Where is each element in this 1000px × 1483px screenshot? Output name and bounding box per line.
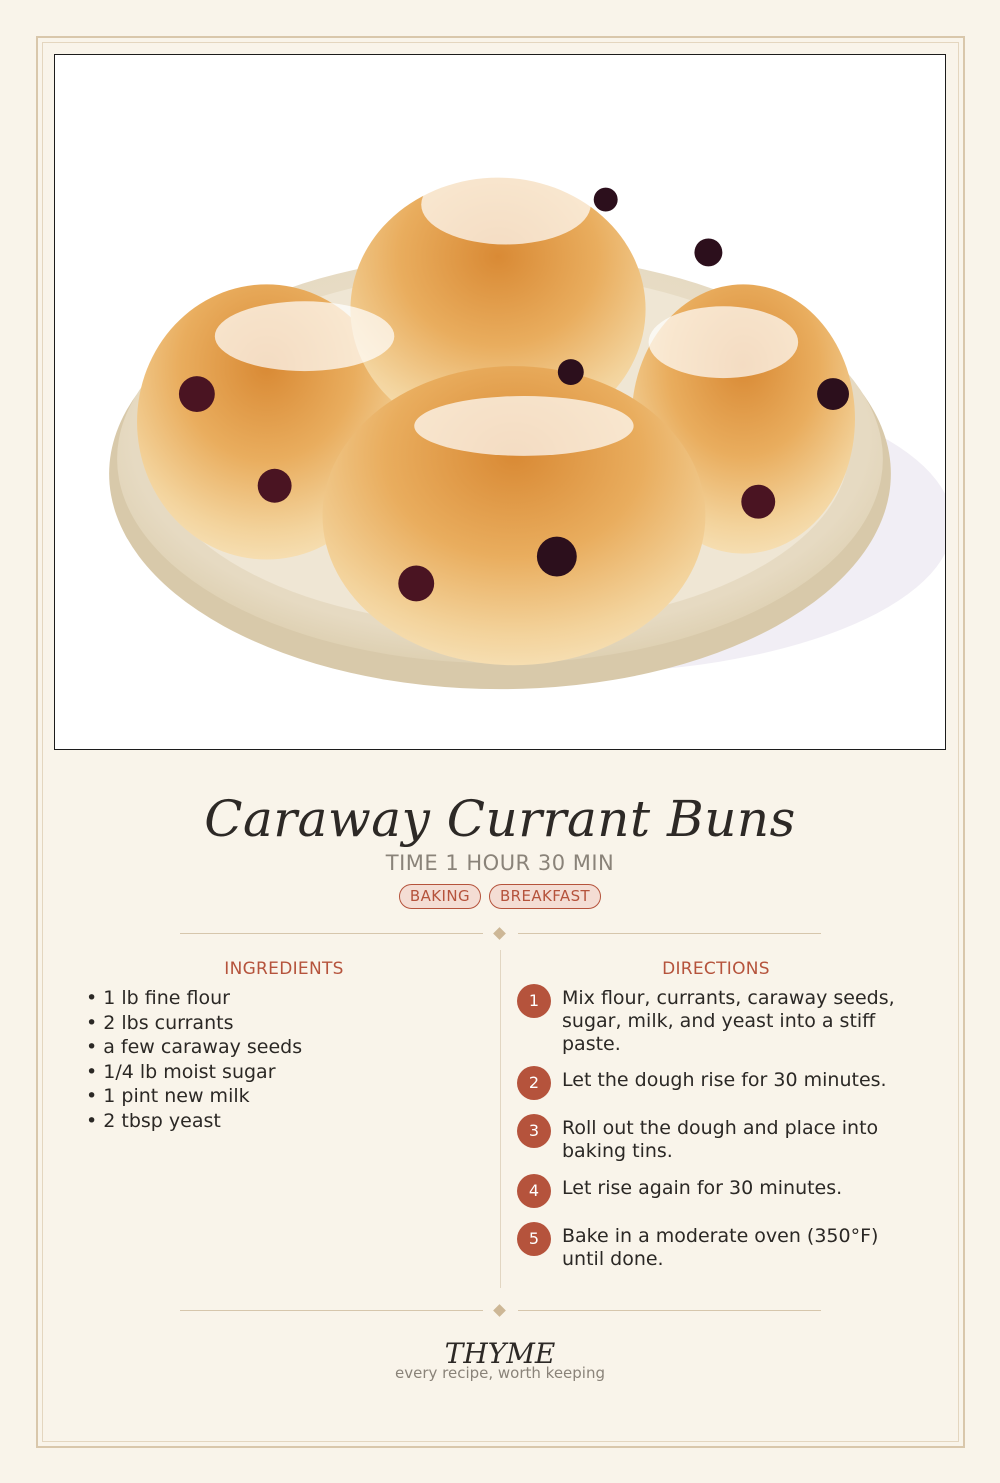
tag-baking[interactable]: BAKING bbox=[399, 884, 481, 909]
step-text: Mix flour, currants, caraway seeds, sugar, milk, and yeast into a stiff paste. bbox=[562, 987, 895, 1055]
step-text: Let rise again for 30 minutes. bbox=[562, 1177, 843, 1199]
ingredient-item: • 1 lb fine flour bbox=[86, 986, 476, 1011]
step-number-badge: 2 bbox=[517, 1066, 551, 1100]
step-number-badge: 1 bbox=[517, 984, 551, 1018]
step-number-badge: 5 bbox=[517, 1222, 551, 1256]
ingredient-item: • 2 tbsp yeast bbox=[86, 1109, 476, 1134]
diamond-ornament-icon bbox=[493, 1304, 506, 1317]
column-separator bbox=[500, 950, 501, 1288]
bottom-divider bbox=[180, 1305, 821, 1317]
recipe-time: TIME 1 HOUR 30 MIN bbox=[385, 851, 615, 875]
top-divider bbox=[180, 928, 821, 940]
brand-logo: THYME bbox=[444, 1337, 556, 1370]
diamond-ornament-icon bbox=[493, 927, 506, 940]
brand-tagline: every recipe, worth keeping bbox=[394, 1364, 605, 1382]
ingredient-item: • a few caraway seeds bbox=[86, 1035, 476, 1060]
step-number-badge: 3 bbox=[517, 1114, 551, 1148]
ingredient-item: • 1 pint new milk bbox=[86, 1084, 476, 1109]
recipe-photo bbox=[54, 54, 946, 750]
step-text: Bake in a moderate oven (350°F) until done. bbox=[562, 1225, 879, 1270]
ingredient-item: • 2 lbs currants bbox=[86, 1011, 476, 1036]
tag-list bbox=[0, 884, 1000, 909]
tag-breakfast[interactable]: BREAKFAST bbox=[489, 884, 601, 909]
step-text: Roll out the dough and place into baking tins. bbox=[562, 1117, 879, 1162]
directions-heading: DIRECTIONS bbox=[662, 959, 770, 979]
ingredients-heading: INGREDIENTS bbox=[224, 959, 344, 979]
ingredients-list bbox=[86, 986, 476, 1133]
ingredient-item: • 1/4 lb moist sugar bbox=[86, 1060, 476, 1085]
step-text: Let the dough rise for 30 minutes. bbox=[562, 1069, 887, 1091]
step-number-badge: 4 bbox=[517, 1174, 551, 1208]
recipe-title: Caraway Currant Buns bbox=[204, 790, 796, 848]
